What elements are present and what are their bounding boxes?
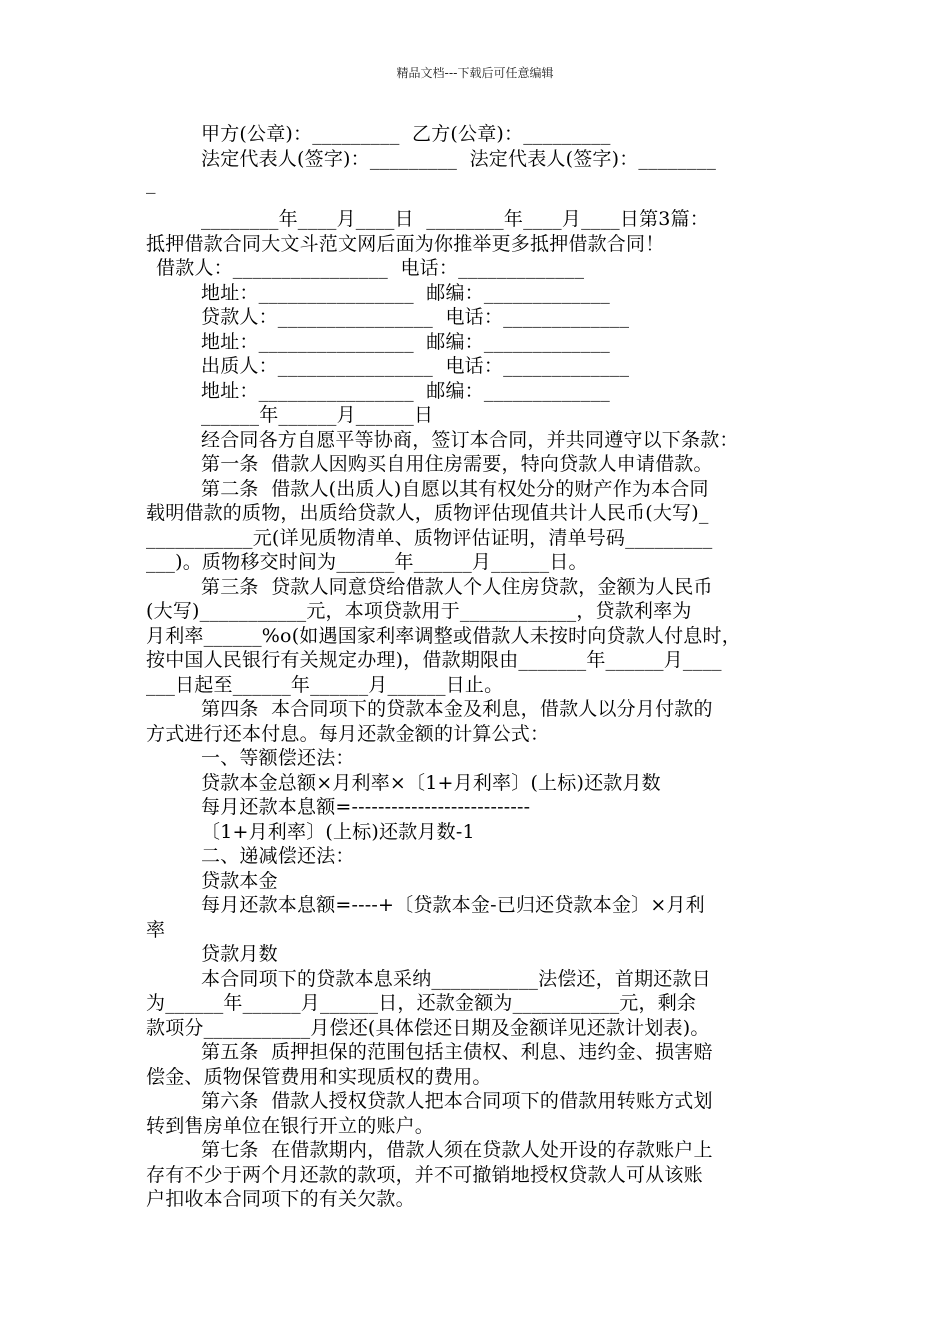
page-header: 精品文档---下载后可任意编辑 xyxy=(396,66,554,80)
document-line: 率 xyxy=(146,918,166,941)
document-line: 贷款本金 xyxy=(201,869,278,892)
document-line: 甲方(公章)：_________ 乙方(公章)：_________ xyxy=(201,123,611,145)
document-line: 载明借款的质物，出质给贷款人，质物评估现值共计人民币(大写)_ xyxy=(146,502,709,524)
document-body xyxy=(146,122,811,1212)
document-line: ___)。质物移交时间为______年______月______日。 xyxy=(146,551,588,573)
document-line: 户扣收本合同项下的有关欠款。 xyxy=(146,1188,415,1210)
document-line: 方式进行还本付息。每月还款金额的计算公式： xyxy=(146,722,550,745)
document-line: 每月还款本息额=--------------------------- xyxy=(201,796,531,818)
document-line: ___日起至______年______月______日止。 xyxy=(146,673,504,696)
document-line: 地址：________________ 邮编：_____________ xyxy=(201,330,610,353)
document-line: 为______年______月______日，还款金额为___________元，剩余 xyxy=(146,992,697,1014)
document-line: 月利率______%o(如遇国家利率调整或借款人未按时向贷款人付息时， xyxy=(146,624,741,647)
document-line: 存有不少于两个月还款的款项，并不可撤销地授权贷款人可从该账 xyxy=(146,1163,703,1186)
document-line: 转到售房单位在银行开立的账户。 xyxy=(146,1114,435,1137)
document-line: 偿金、质物保管费用和实现质权的费用。 xyxy=(146,1065,492,1088)
document-line: ___________元(详见质物清单、质物评估证明，清单号码_________ xyxy=(146,526,713,549)
document-line: 第三条 贷款人同意贷给借款人个人住房贷款，金额为人民币 xyxy=(201,575,713,598)
document-line: 每月还款本息额=----+〔贷款本金-已归还贷款本金〕×月利 xyxy=(201,894,705,916)
document-line: 二、递减偿还法： xyxy=(201,845,355,867)
document-line: 贷款本金总额×月利率×〔1+月利率〕(上标)还款月数 xyxy=(201,771,661,794)
document-line: ______年______月______日 xyxy=(201,404,434,426)
document-line: 第二条 借款人(出质人)自愿以其有权处分的财产作为本合同 xyxy=(201,477,709,500)
document-line: 第四条 本合同项下的贷款本金及利息，借款人以分月付款的 xyxy=(201,698,713,720)
document-line: 第一条 借款人因购买自用住房需要，特向贷款人申请借款。 xyxy=(201,453,713,475)
document-line: 借款人：________________ 电话：_____________ xyxy=(156,257,585,279)
document-line: 一、等额偿还法： xyxy=(201,747,355,769)
document-line: 贷款人：________________ 电话：_____________ xyxy=(201,306,630,328)
document-line: 法定代表人(签字)：_________ 法定代表人(签字)：________ xyxy=(201,147,717,170)
document-line: 〔1+月利率〕(上标)还款月数-1 xyxy=(201,820,475,843)
document-line: (大写)___________元，本项贷款用于____________，贷款利率为 xyxy=(146,600,692,622)
document-line: 抵押借款合同大文斗范文网后面为你推举更多抵押借款合同！ xyxy=(146,232,665,255)
document-line: 地址：________________ 邮编：_____________ xyxy=(201,281,610,304)
document-line: 第七条 在借款期内，借款人须在贷款人处开设的存款账户上 xyxy=(201,1139,713,1161)
document-line: 出质人：________________ 电话：_____________ xyxy=(201,355,630,377)
document-line: 按中国人民银行有关规定办理)，借款期限由_______年______月____ xyxy=(146,649,722,671)
document-line: 本合同项下的贷款本息采纳___________法偿还，首期还款日 xyxy=(201,967,711,990)
document-line: ________年____月____日 ________年____月____日第3篇： xyxy=(201,208,709,230)
document-line: 贷款月数 xyxy=(201,943,278,965)
document-line: _ xyxy=(146,172,156,194)
document-line: 经合同各方自愿平等协商，签订本合同，并共同遵守以下条款： xyxy=(201,428,739,451)
document-line: 第六条 借款人授权贷款人把本合同项下的借款用转账方式划 xyxy=(201,1090,713,1112)
document-line: 款项分___________月偿还(具体偿还日期及金额详见还款计划表)。 xyxy=(146,1016,710,1039)
document-line: 地址：________________ 邮编：_____________ xyxy=(201,379,610,402)
document-line: 第五条 质押担保的范围包括主债权、利息、违约金、损害赔 xyxy=(201,1041,713,1063)
